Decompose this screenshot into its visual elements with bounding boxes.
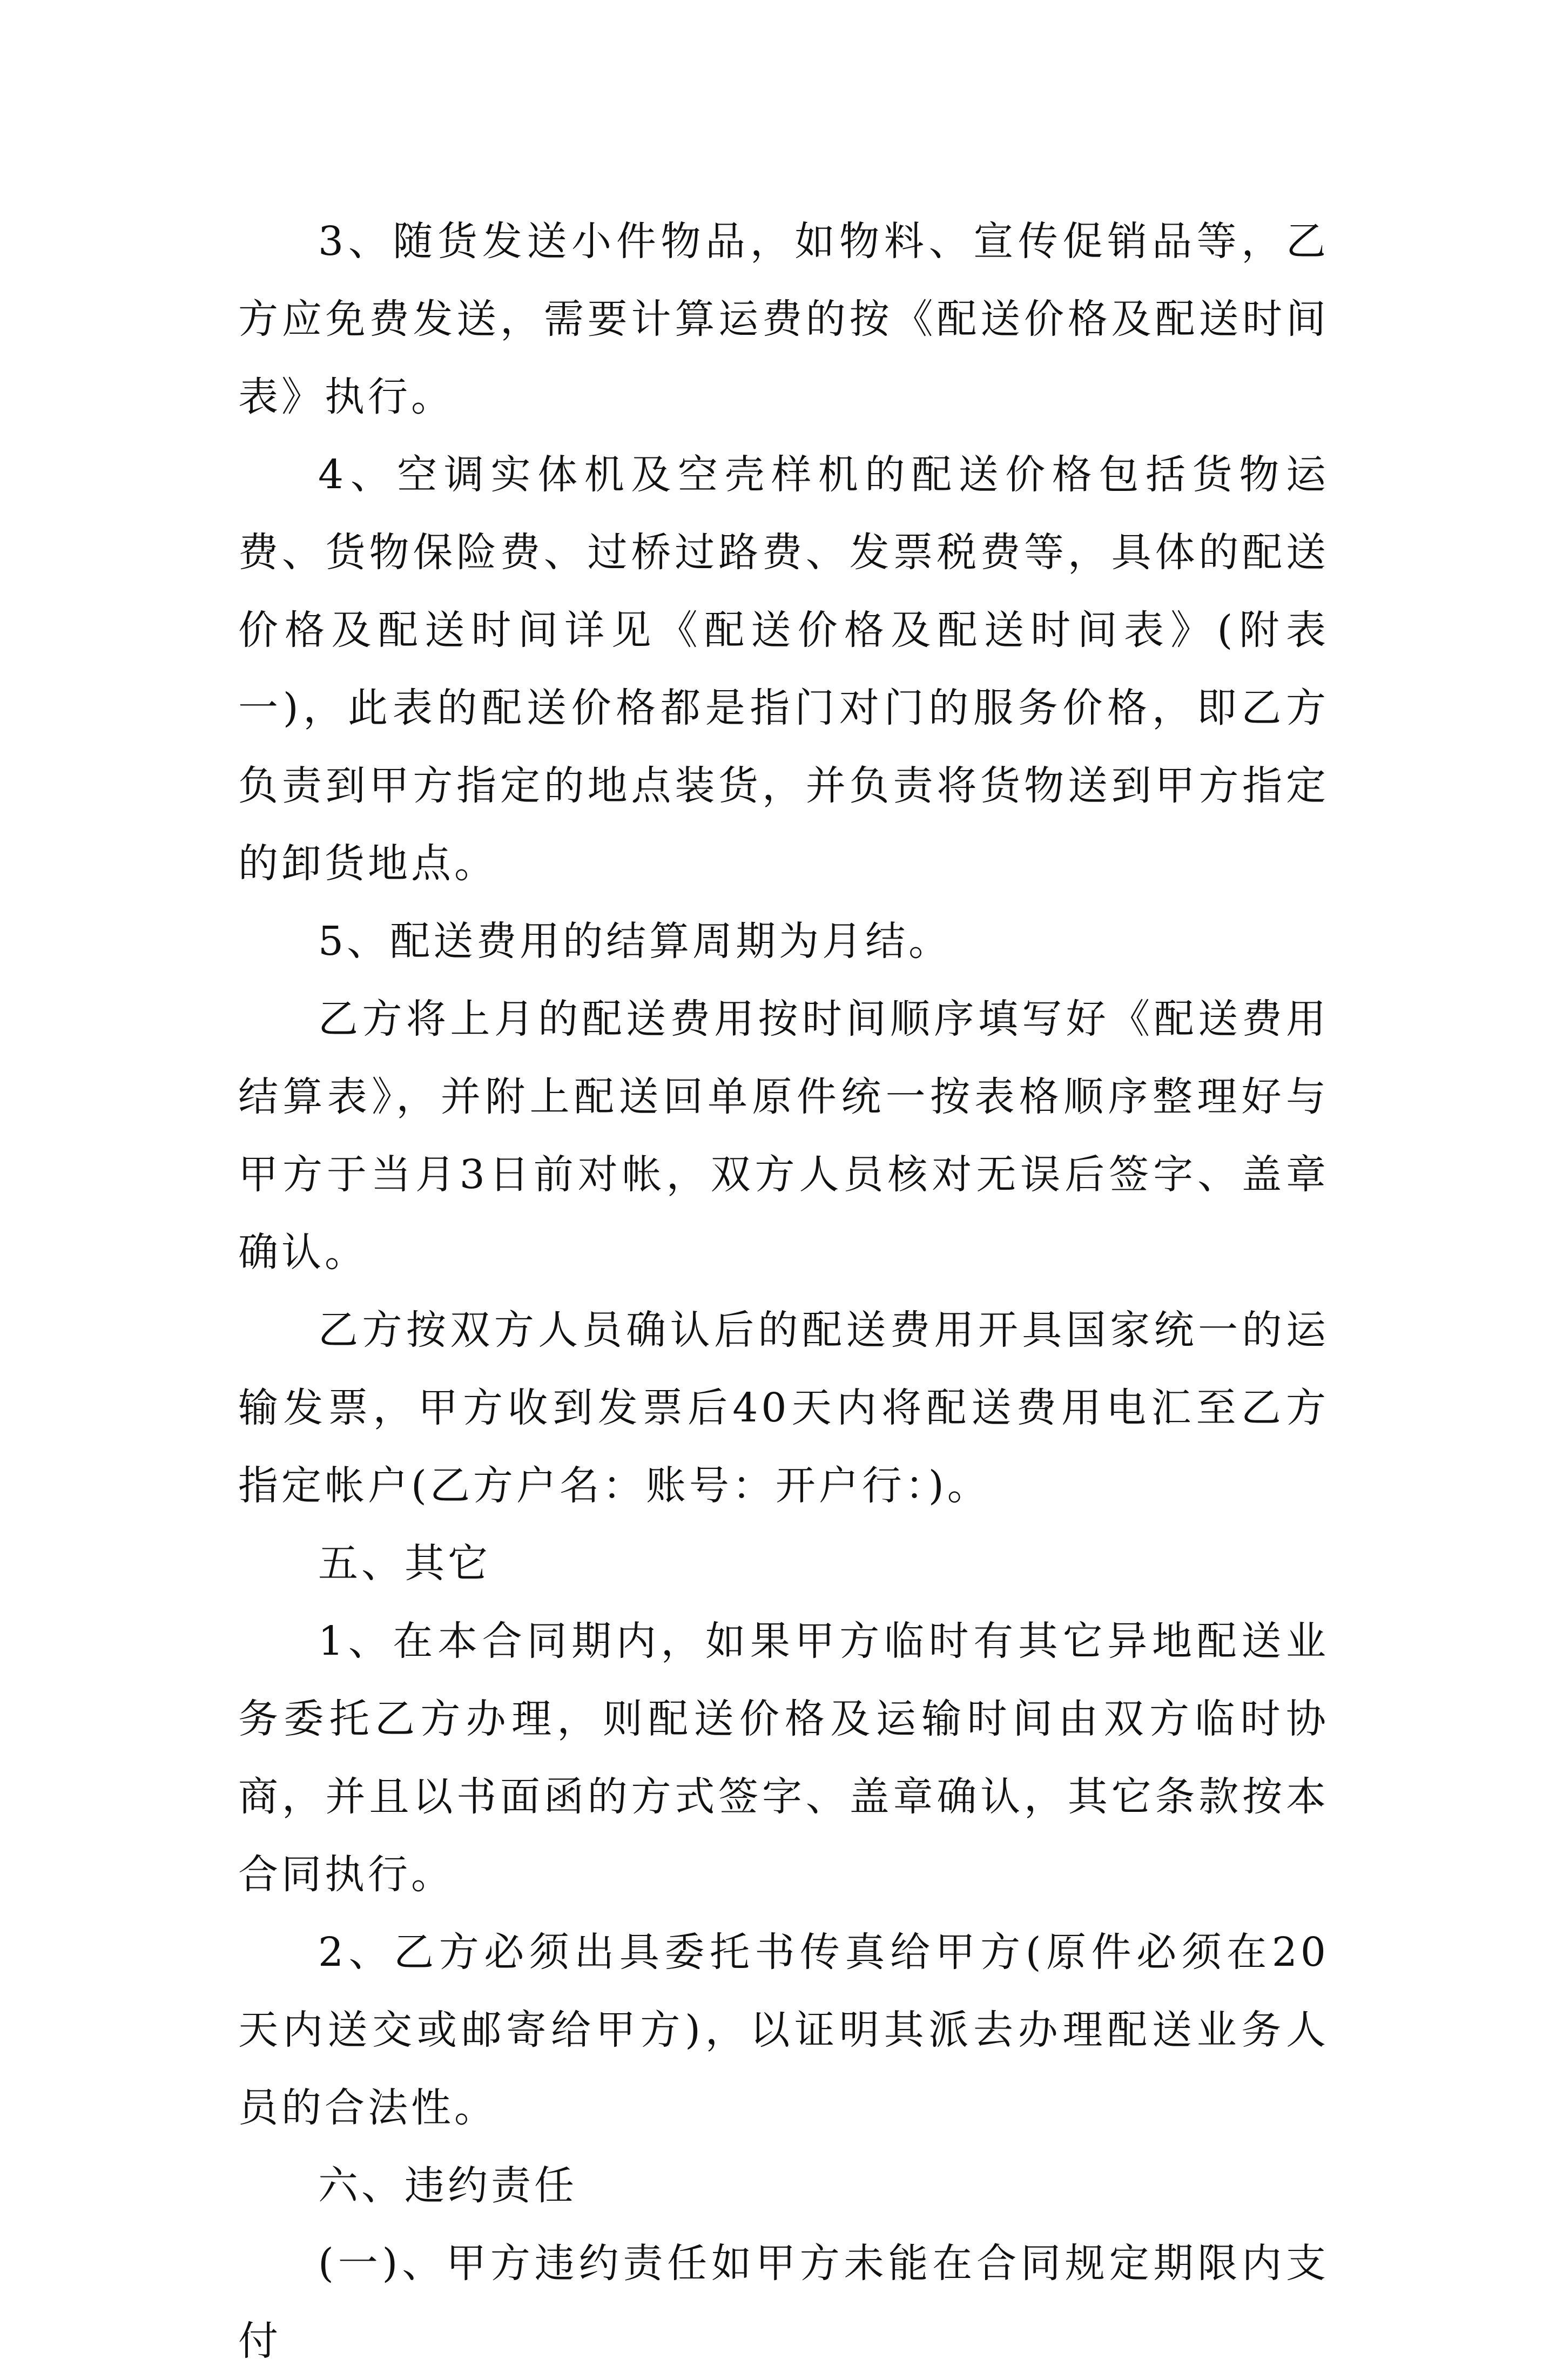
paragraph-other-1: 1、在本合同期内，如果甲方临时有其它异地配送业务委托乙方办理，则配送价格及运输时间由双方临时协商，并且以书面函的方式签字、盖章确认，其它条款按本合同执行。 [238,1618,1329,1898]
section-heading-other: 五、其它 [318,1540,491,1587]
paragraph-item-4: 4、空调实体机及空壳样机的配送价格包括货物运费、货物保险费、过桥过路费、发票税费等，具体的配送价格及配送时间详见《配送价格及配送时间表》(附表一)，此表的配送价格都是指门对门的服务价格，即乙方负责到甲方指定的地点装货，并负责将货物送到甲方指定的卸货地点。 [238,451,1329,887]
paragraph-invoice-payment: 乙方按双方人员确认后的配送费用开具国家统一的运输发票，甲方收到发票后40天内将配送费用电汇至乙方指定帐户(乙方户名：账号：开户行：)。 [238,1307,1329,1509]
section-heading-liability: 六、违约责任 [318,2162,577,2209]
paragraph-item-5: 5、配送费用的结算周期为月结。 [318,918,952,965]
document-body [238,203,1329,2380]
paragraph-settlement-table: 乙方将上月的配送费用按时间顺序填写好《配送费用结算表》，并附上配送回单原件统一按表格顺序整理好与甲方于当月3日前对帐，双方人员核对无误后签字、盖章确认。 [238,996,1329,1276]
paragraph-liability-1: (一)、甲方违约责任如甲方未能在合同规定期限内支付 [238,2240,1329,2364]
paragraph-other-2: 2、乙方必须出具委托书传真给甲方(原件必须在20天内送交或邮寄给甲方)，以证明其派去办理配送业务人员的合法性。 [238,1929,1329,2131]
paragraph-item-3: 3、随货发送小件物品，如物料、宣传促销品等，乙方应免费发送，需要计算运费的按《配送价格及配送时间表》执行。 [238,218,1329,420]
